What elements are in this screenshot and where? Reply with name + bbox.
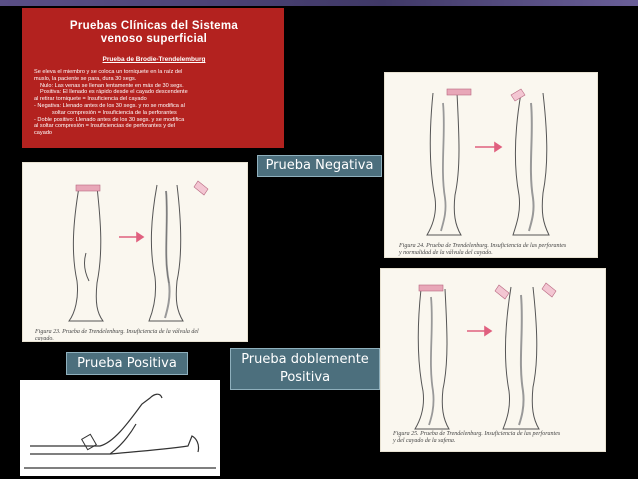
caption-line: y normalidad de la válvula del cayado. — [399, 250, 493, 256]
figure-25 — [380, 268, 606, 452]
body-line: al retirar torniquete = Insuficiencia del cayado — [34, 96, 147, 103]
body-line: Positiva: El llenado es rápido desde el cayado descendente — [40, 89, 188, 96]
figure-25-caption — [393, 431, 605, 445]
body-line: - Doble positivo: Llenado antes de los 30 segs. y se modifica — [34, 116, 185, 123]
label-prueba-negativa-text: Prueba Negativa — [265, 158, 374, 173]
figure-23-illustration — [23, 163, 248, 342]
caption-line: cayado. — [35, 336, 54, 342]
label-prueba-doble-positiva — [230, 348, 380, 390]
label-prueba-positiva-text: Prueba Positiva — [77, 356, 177, 371]
caption-line: Figura 23. Prueba de Trendelenburg. Insuficiencia de la válvula del — [35, 329, 199, 335]
top-decoration-strip — [0, 0, 638, 6]
body-line: muslo, la paciente se para, dura 30 segs. — [34, 75, 137, 82]
panel-subtitle: Prueba de Brodie-Trendelemburg — [102, 56, 206, 63]
panel-title-line1: Pruebas Clínicas del Sistema — [69, 20, 239, 32]
figure-23-caption — [35, 329, 245, 342]
caption-line: Figura 24. Prueba de Trendelenburg. Insuficiencia de las perforantes — [399, 243, 567, 249]
body-line: al soltar compresión = Insuficiencias de perforantes y del — [34, 123, 176, 130]
info-panel — [22, 8, 284, 148]
body-line: cayado — [34, 130, 53, 137]
panel-title-line2: venoso superficial — [100, 33, 208, 45]
label-prueba-positiva — [66, 352, 188, 375]
body-line: Nulo: Las venas se llenan lentamente en más de 30 segs. — [40, 82, 184, 89]
figure-24 — [384, 72, 598, 258]
panel-title — [34, 20, 274, 46]
body-line: soltar compresión = Insuficiencia de la perforantes — [52, 109, 177, 116]
panel-body — [34, 69, 274, 137]
caption-line: y del cayado de la safena. — [393, 438, 456, 444]
figure-24-caption — [399, 243, 598, 257]
caption-line: Figura 25. Prueba de Trendelenburg. Insuficiencia de las perforantes — [393, 431, 561, 437]
figure-25-illustration — [381, 269, 606, 452]
body-line: Se eleva el miembro y se coloca un torniquete en la raíz del — [34, 69, 183, 75]
label-prueba-negativa — [257, 155, 382, 177]
body-line: - Negativa: Llenado antes de los 30 segs. y no se modifica al — [34, 102, 185, 109]
leg-elevation-illustration — [20, 380, 220, 476]
figure-23 — [22, 162, 248, 342]
leg-elevation-figure — [20, 380, 220, 476]
figure-24-illustration — [385, 73, 598, 258]
label-doble-line1: Prueba doblemente — [241, 352, 369, 367]
label-doble-line2: Positiva — [279, 370, 331, 385]
